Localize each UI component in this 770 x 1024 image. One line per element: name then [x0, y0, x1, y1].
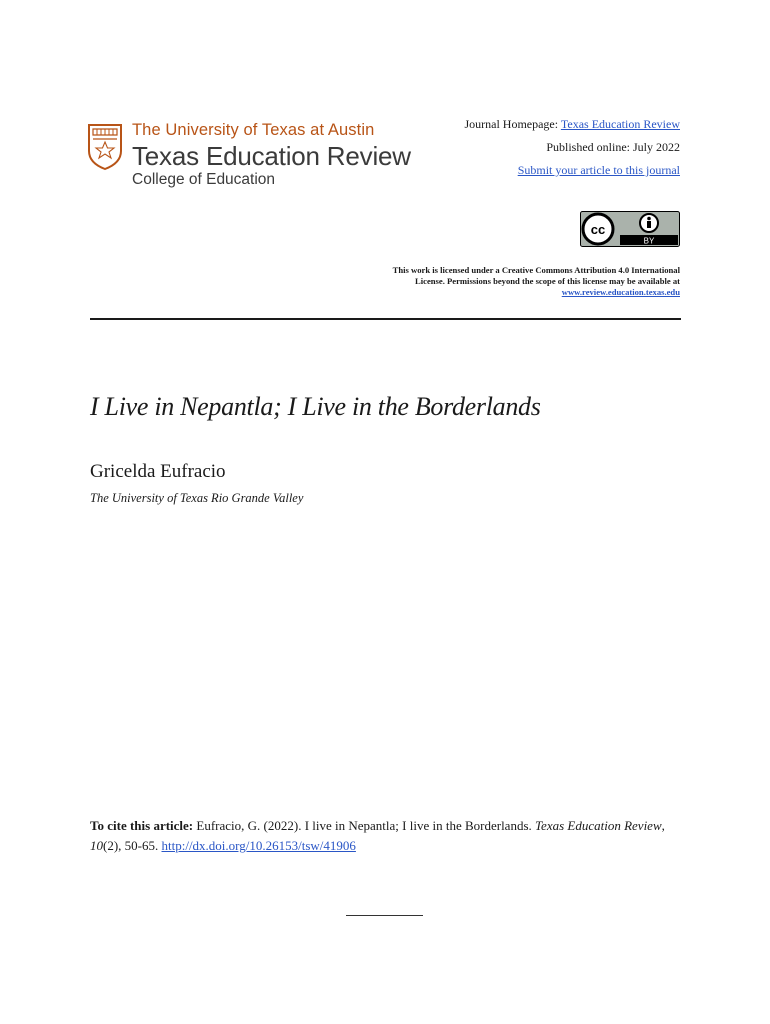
citation-block — [90, 816, 685, 856]
license-text: This work is licensed under a Creative Commons Attribution 4.0 International License. Permissions beyond the scope of this license may be available at — [392, 265, 680, 286]
author-affiliation: The University of Texas Rio Grande Valley — [90, 491, 304, 505]
journal-homepage-line — [464, 117, 680, 132]
citation-volume: 10 — [90, 838, 103, 853]
citation-doi-link[interactable]: http://dx.doi.org/10.26153/tsw/41906 — [161, 838, 356, 853]
cc-by-label: BY — [643, 236, 655, 246]
homepage-link[interactable]: Texas Education Review — [560, 117, 680, 131]
license-link[interactable]: www.review.education.texas.edu — [561, 287, 680, 297]
footnote-divider — [346, 915, 423, 916]
submit-article-link[interactable] — [518, 163, 680, 178]
citation-sep: , — [661, 818, 665, 833]
published-date: Published online: July 2022 — [546, 140, 680, 154]
author-name: Gricelda Eufracio — [90, 461, 226, 482]
citation-label: To cite this article: — [90, 818, 194, 833]
ut-seal-icon — [86, 123, 124, 171]
license-notice — [380, 265, 680, 298]
citation-journal: Texas Education Review — [535, 818, 662, 833]
journal-name: Texas Education Review — [132, 141, 411, 171]
college-name: College of Education — [132, 171, 276, 188]
citation-text: Eufracio, G. (2022). I live in Nepantla; I live in the Borderlands. — [193, 818, 536, 833]
journal-logo — [86, 121, 426, 191]
citation-issue-pages: (2), 50-65. — [103, 838, 162, 853]
submit-link-text[interactable]: Submit your article to this journal — [517, 163, 680, 177]
article-title: I Live in Nepantla; I Live in the Borderlands — [90, 392, 541, 421]
cc-by-icon[interactable] — [580, 211, 680, 247]
svg-text:cc: cc — [590, 222, 606, 237]
header-divider — [90, 318, 681, 320]
university-name: The University of Texas at Austin — [132, 121, 375, 139]
homepage-label: Journal Homepage: — [464, 117, 561, 131]
